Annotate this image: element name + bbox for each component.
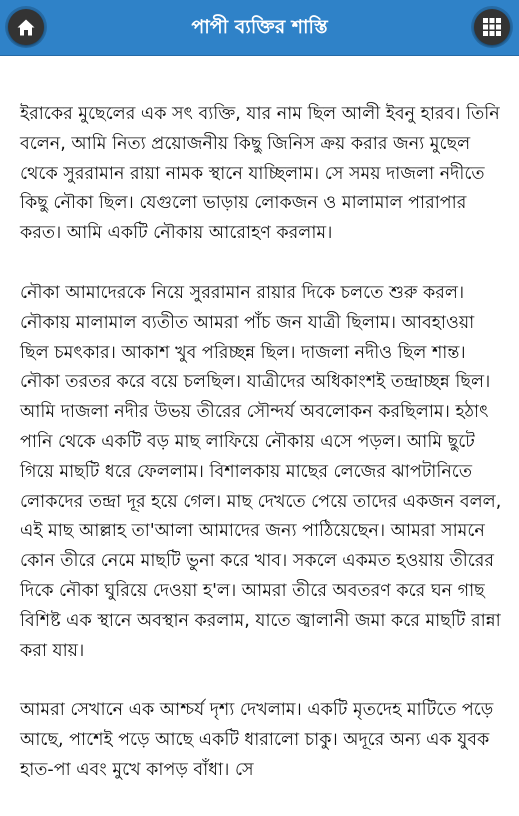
article-paragraph: আমরা সেখানে এক আশ্চর্য দৃশ্য দেখলাম। একটি মৃতদেহ মাটিতে পড়ে আছে, পাশেই পড়ে আছে একটি ধারালো চাকু। অদূরে অন্য এক যুবক হাত-পা এবং মুখে কাপড় বাঁধা। সে bbox=[20, 700, 494, 780]
article-paragraph: নৌকা আমাদেরকে নিয়ে সুররামান রায়ার দিকে চলতে শুরু করল। নৌকায় মালামাল ব্যতীত আমরা পাঁচ জন যাত্রী ছিলাম। আবহাওয়া ছিল চমৎকার। আকাশ খুব পরিচ্ছন্ন ছিল। দাজলা নদীও ছিল শান্ত। নৌকা তরতর করে বয়ে চলছিল। যাত্রীদের অধিকাংশই তন্দ্রাচ্ছন্ন ছিল। আমি দাজলা নদীর উভয় তীরের সৌন্দর্য অবলোকন করছিলাম। হঠাৎ পানি থেকে একটি বড় মাছ লাফিয়ে নৌকায় এসে পড়ল। আমি ছুটে গিয়ে মাছটি ধরে ফেললাম। বিশালকায় মাছের লেজের ঝাপটানিতে লোকদের তন্দ্রা দূর হয়ে গেল। মাছ দেখতে পেয়ে তাদের একজন বলল, এই মাছ আল্লাহ তা'আলা আমাদের জন্য পাঠিয়েছেন। আমরা সামনে কোন তীরে নেমে মাছটি ভুনা করে খাব। সকলে একমত হওয়ায় তীরের দিকে নৌকা ঘুরিয়ে দেওয়া হ'ল। আমরা তীরে অবতরণ করে ঘন গাছ বিশিষ্ট এক স্থানে অবস্থান করলাম, যাতে জ্বালানী জমা করে মাছটি রান্না করা যায়। bbox=[20, 282, 502, 661]
app-header bbox=[0, 0, 519, 56]
home-icon bbox=[17, 19, 35, 36]
page-title: পাপী ব্যক্তির শাস্তি bbox=[191, 16, 328, 38]
article-body bbox=[20, 100, 504, 816]
article-paragraph: ইরাকের মুছেলের এক সৎ ব্যক্তি, যার নাম ছিল আলী ইবনু হারব। তিনি বলেন, আমি নিত্য প্রয়োজনীয় কিছু জিনিস ক্রয় করার জন্য মুছেল থেকে সুররামান রায়া নামক স্থানে যাচ্ছিলাম। সে সময় দাজলা নদীতে কিছু নৌকা ছিল। যেগুলো ভাড়ায় লোকজন ও মালামাল পারাপার করত। আমি একটি নৌকায় আরোহণ করলাম। bbox=[20, 104, 500, 244]
grid-menu-icon bbox=[483, 18, 501, 36]
home-button[interactable] bbox=[8, 9, 44, 45]
menu-button[interactable] bbox=[474, 9, 510, 45]
